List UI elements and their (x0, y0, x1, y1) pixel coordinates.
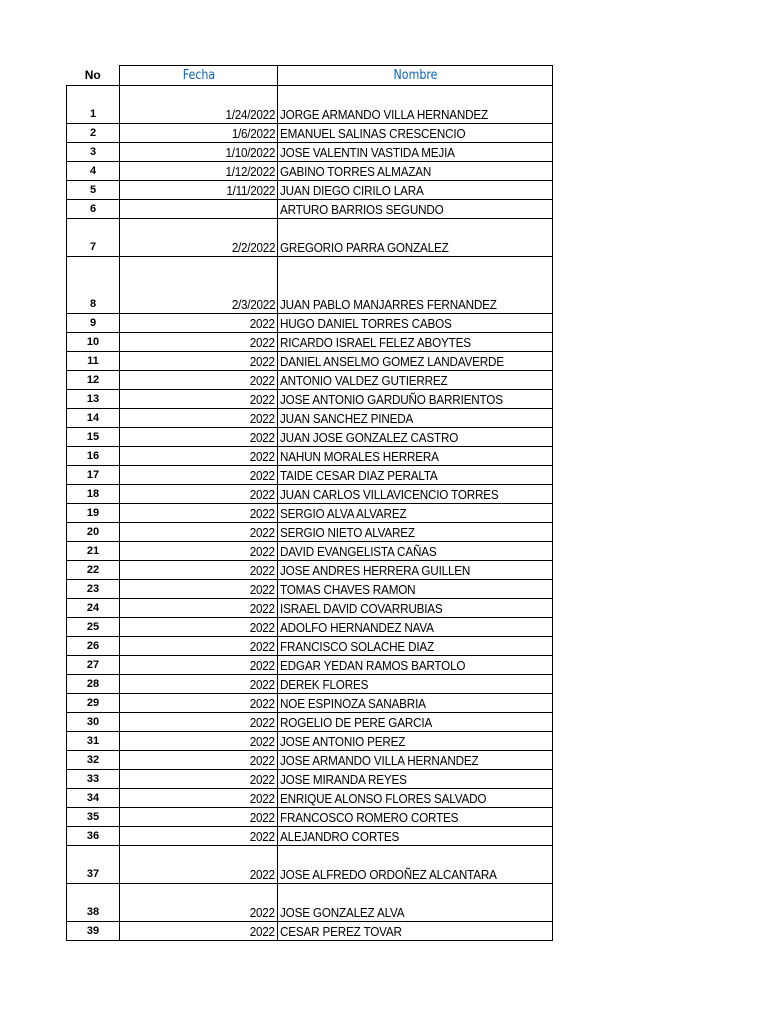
row-number-text: 5 (89, 184, 97, 196)
row-number-text: 22 (86, 564, 100, 576)
row-nombre (278, 219, 553, 257)
row-nombre (278, 789, 553, 808)
row-fecha (120, 181, 278, 200)
table-row (67, 542, 553, 561)
row-number-text: 30 (86, 716, 100, 728)
row-fecha (120, 162, 278, 181)
row-number (67, 922, 120, 941)
row-fecha (120, 466, 278, 485)
row-fecha (120, 371, 278, 390)
row-fecha (120, 485, 278, 504)
row-number-text: 20 (86, 526, 100, 538)
row-number-text: 16 (86, 450, 100, 462)
row-nombre (278, 428, 553, 447)
row-number-text: 32 (86, 754, 100, 766)
row-nombre-text: EMANUEL SALINAS CRESCENCIO (280, 126, 466, 141)
row-fecha (120, 751, 278, 770)
row-fecha-text: 2022 (250, 316, 275, 331)
table-row (67, 922, 553, 941)
row-number-text: 19 (86, 507, 100, 519)
row-nombre-text: JORGE ARMANDO VILLA HERNANDEZ (280, 107, 489, 122)
row-number (67, 162, 120, 181)
row-number (67, 390, 120, 409)
row-fecha (120, 200, 278, 219)
row-fecha (120, 827, 278, 846)
table-row (67, 523, 553, 542)
row-nombre (278, 181, 553, 200)
row-fecha (120, 124, 278, 143)
row-fecha-text: 2022 (250, 791, 275, 806)
table-row (67, 371, 553, 390)
row-fecha (120, 637, 278, 656)
table-row (67, 352, 553, 371)
row-fecha (120, 599, 278, 618)
row-nombre (278, 371, 553, 390)
row-fecha-text: 2022 (250, 449, 275, 464)
row-number-text: 14 (86, 412, 100, 424)
header-nombre: Nombre (298, 66, 532, 86)
table-row (67, 770, 553, 789)
row-nombre (278, 409, 553, 428)
row-number (67, 561, 120, 580)
table-row (67, 333, 553, 352)
row-nombre-text: NAHUN MORALES HERRERA (280, 449, 439, 464)
row-fecha-text: 2022 (250, 392, 275, 407)
row-number (67, 713, 120, 732)
row-fecha (120, 333, 278, 352)
row-nombre (278, 713, 553, 732)
row-fecha-text: 2022 (250, 487, 275, 502)
row-nombre (278, 314, 553, 333)
table-row (67, 143, 553, 162)
table-row (67, 694, 553, 713)
row-fecha-text: 1/24/2022 (225, 107, 275, 122)
row-number (67, 827, 120, 846)
row-nombre (278, 352, 553, 371)
row-number-text: 37 (86, 868, 100, 880)
row-nombre (278, 732, 553, 751)
table-row (67, 485, 553, 504)
row-nombre-text: JUAN DIEGO CIRILO LARA (280, 183, 424, 198)
row-fecha (120, 770, 278, 789)
row-fecha (120, 732, 278, 751)
row-number-text: 34 (86, 792, 100, 804)
table-row (67, 447, 553, 466)
row-number (67, 257, 120, 314)
row-fecha-text: 2022 (250, 544, 275, 559)
row-number-text: 31 (86, 735, 100, 747)
row-fecha (120, 618, 278, 637)
row-fecha-text: 2022 (250, 468, 275, 483)
row-number-text: 1 (89, 108, 97, 120)
row-number (67, 599, 120, 618)
row-number (67, 732, 120, 751)
row-fecha-text: 1/12/2022 (225, 164, 275, 179)
table-row (67, 504, 553, 523)
row-fecha (120, 219, 278, 257)
row-fecha (120, 922, 278, 941)
row-fecha (120, 447, 278, 466)
row-nombre-text: RICARDO ISRAEL FELEZ ABOYTES (280, 335, 471, 350)
data-table (66, 65, 553, 941)
row-nombre-text: ENRIQUE ALONSO FLORES SALVADO (280, 791, 487, 806)
row-fecha-text: 2022 (250, 354, 275, 369)
row-nombre (278, 485, 553, 504)
row-number (67, 200, 120, 219)
row-nombre-text: JOSE ANTONIO GARDUÑO BARRIENTOS (280, 392, 503, 407)
row-number (67, 884, 120, 922)
row-fecha-text: 2022 (250, 335, 275, 350)
table-row (67, 656, 553, 675)
row-number-text: 39 (86, 925, 100, 937)
table-row (67, 314, 553, 333)
row-fecha (120, 409, 278, 428)
table-row (67, 846, 553, 884)
header-no: No (67, 66, 120, 86)
row-fecha-text: 1/11/2022 (226, 183, 275, 198)
row-fecha-text: 2022 (250, 373, 275, 388)
table-row (67, 599, 553, 618)
row-number-text: 8 (89, 298, 97, 310)
row-nombre-text: FRANCOSCO ROMERO CORTES (280, 810, 459, 825)
row-nombre-text: TAIDE CESAR DIAZ PERALTA (280, 468, 438, 483)
row-fecha (120, 523, 278, 542)
table-row (67, 219, 553, 257)
row-nombre-text: GABINO TORRES ALMAZAN (280, 164, 432, 179)
row-fecha-text: 2022 (250, 620, 275, 635)
row-number-text: 33 (86, 773, 100, 785)
row-fecha-text: 2022 (250, 601, 275, 616)
row-fecha-text: 1/10/2022 (225, 145, 275, 160)
row-number-text: 4 (89, 165, 97, 177)
row-number-text: 11 (87, 355, 99, 367)
row-nombre (278, 694, 553, 713)
row-number (67, 770, 120, 789)
table-row (67, 124, 553, 143)
table-row (67, 675, 553, 694)
row-fecha (120, 580, 278, 599)
row-fecha-text: 2022 (250, 525, 275, 540)
header-fecha: Fecha (131, 66, 265, 86)
row-number-text: 21 (86, 545, 100, 557)
row-number-text: 29 (86, 697, 100, 709)
row-nombre (278, 637, 553, 656)
table-row (67, 86, 553, 124)
row-fecha-text: 2022 (250, 810, 275, 825)
row-number (67, 808, 120, 827)
row-nombre (278, 542, 553, 561)
table-row (67, 751, 553, 770)
row-fecha-text: 1/6/2022 (231, 126, 275, 141)
row-nombre (278, 770, 553, 789)
row-nombre (278, 504, 553, 523)
row-nombre-text: CESAR PEREZ TOVAR (280, 924, 402, 939)
row-nombre (278, 675, 553, 694)
row-nombre (278, 257, 553, 314)
table-row (67, 808, 553, 827)
row-fecha (120, 656, 278, 675)
table-row (67, 618, 553, 637)
row-fecha-text: 2/3/2022 (231, 297, 275, 312)
row-number-text: 25 (86, 621, 100, 633)
row-nombre-text: JOSE MIRANDA REYES (280, 772, 407, 787)
row-number (67, 675, 120, 694)
row-nombre-text: ALEJANDRO CORTES (280, 829, 400, 844)
row-nombre (278, 656, 553, 675)
row-number-text: 17 (86, 469, 100, 481)
row-nombre (278, 751, 553, 770)
table-row (67, 637, 553, 656)
row-fecha (120, 143, 278, 162)
row-nombre-text: ARTURO BARRIOS SEGUNDO (280, 202, 444, 217)
row-number-text: 36 (86, 830, 100, 842)
row-number-text: 38 (86, 906, 100, 918)
row-number (67, 694, 120, 713)
row-nombre-text: JOSE VALENTIN VASTIDA MEJIA (280, 145, 455, 160)
row-fecha (120, 694, 278, 713)
row-number (67, 637, 120, 656)
table-row (67, 390, 553, 409)
row-number (67, 314, 120, 333)
row-fecha-text: 2022 (250, 582, 275, 597)
row-nombre-text: SERGIO NIETO ALVAREZ (280, 525, 415, 540)
row-fecha (120, 713, 278, 732)
row-fecha-text: 2022 (250, 772, 275, 787)
row-nombre-text: ADOLFO HERNANDEZ NAVA (280, 620, 434, 635)
row-fecha-text: 2022 (250, 639, 275, 654)
row-number (67, 447, 120, 466)
row-nombre-text: ISRAEL DAVID COVARRUBIAS (280, 601, 443, 616)
row-nombre-text: GREGORIO PARRA GONZALEZ (280, 240, 449, 255)
row-nombre-text: SERGIO ALVA ALVAREZ (280, 506, 407, 521)
row-fecha (120, 314, 278, 333)
row-number-text: 18 (86, 488, 100, 500)
row-nombre (278, 124, 553, 143)
row-nombre (278, 86, 553, 124)
row-fecha (120, 542, 278, 561)
row-nombre (278, 599, 553, 618)
row-number (67, 181, 120, 200)
row-number (67, 352, 120, 371)
row-nombre-text: JUAN PABLO MANJARRES FERNANDEZ (280, 297, 497, 312)
table-row (67, 466, 553, 485)
row-number (67, 124, 120, 143)
row-number-text: 15 (86, 431, 100, 443)
row-number-text: 27 (86, 659, 100, 671)
row-nombre-text: JOSE ALFREDO ORDOÑEZ ALCANTARA (280, 867, 497, 882)
row-number (67, 143, 120, 162)
row-number-text: 26 (86, 640, 100, 652)
row-number-text: 6 (89, 203, 97, 215)
row-number-text: 7 (89, 241, 97, 253)
row-nombre-text: JOSE GONZALEZ ALVA (280, 905, 405, 920)
row-nombre-text: ANTONIO VALDEZ GUTIERREZ (280, 373, 448, 388)
row-nombre (278, 143, 553, 162)
row-number-text: 23 (86, 583, 100, 595)
row-number-text: 24 (86, 602, 100, 614)
row-fecha-text: 2022 (250, 905, 275, 920)
table-row (67, 561, 553, 580)
row-fecha-text: 2022 (250, 430, 275, 445)
header-row (67, 66, 553, 86)
table-row (67, 200, 553, 219)
row-nombre (278, 466, 553, 485)
table-row (67, 409, 553, 428)
table-row (67, 580, 553, 599)
row-number (67, 523, 120, 542)
row-number (67, 618, 120, 637)
row-fecha-text: 2022 (250, 924, 275, 939)
row-nombre (278, 390, 553, 409)
row-fecha (120, 561, 278, 580)
row-number (67, 371, 120, 390)
row-nombre (278, 447, 553, 466)
row-nombre-text: EDGAR YEDAN RAMOS BARTOLO (280, 658, 466, 673)
row-number (67, 846, 120, 884)
row-number (67, 485, 120, 504)
row-fecha (120, 808, 278, 827)
row-number (67, 504, 120, 523)
row-nombre (278, 846, 553, 884)
row-nombre-text: DAVID EVANGELISTA CAÑAS (280, 544, 437, 559)
row-fecha-text: 2022 (250, 563, 275, 578)
table-row (67, 162, 553, 181)
row-fecha (120, 390, 278, 409)
table-body (67, 86, 553, 941)
row-fecha-text: 2022 (250, 734, 275, 749)
row-nombre (278, 827, 553, 846)
row-number (67, 580, 120, 599)
row-fecha-text: 2022 (250, 715, 275, 730)
row-fecha-text: 2022 (250, 677, 275, 692)
row-nombre (278, 808, 553, 827)
row-number (67, 466, 120, 485)
row-nombre (278, 922, 553, 941)
row-fecha (120, 257, 278, 314)
table-row (67, 789, 553, 808)
row-nombre (278, 523, 553, 542)
row-nombre-text: JOSE ANDRES HERRERA GUILLEN (280, 563, 471, 578)
row-nombre-text: NOE ESPINOZA SANABRIA (280, 696, 426, 711)
table-row (67, 428, 553, 447)
row-nombre-text: ROGELIO DE PERE GARCIA (280, 715, 433, 730)
row-number-text: 10 (86, 336, 100, 348)
row-number-text: 12 (86, 374, 100, 386)
row-number (67, 219, 120, 257)
row-fecha (120, 352, 278, 371)
row-fecha (120, 846, 278, 884)
row-fecha (120, 428, 278, 447)
row-nombre-text: JUAN CARLOS VILLAVICENCIO TORRES (280, 487, 499, 502)
row-fecha-text: 2022 (250, 753, 275, 768)
row-nombre (278, 618, 553, 637)
row-fecha-text: 2/2/2022 (231, 240, 275, 255)
row-nombre (278, 580, 553, 599)
row-fecha (120, 86, 278, 124)
row-nombre-text: FRANCISCO SOLACHE DIAZ (280, 639, 435, 654)
row-number-text: 3 (89, 146, 97, 158)
row-number-text: 35 (86, 811, 100, 823)
row-nombre-text: DANIEL ANSELMO GOMEZ LANDAVERDE (280, 354, 504, 369)
row-fecha-text: 2022 (250, 411, 275, 426)
row-fecha (120, 884, 278, 922)
row-nombre-text: TOMAS CHAVES RAMON (280, 582, 416, 597)
row-fecha-text: 2022 (250, 829, 275, 844)
table-row (67, 181, 553, 200)
row-nombre (278, 200, 553, 219)
row-nombre-text: HUGO DANIEL TORRES CABOS (280, 316, 452, 331)
table-row (67, 732, 553, 751)
row-fecha (120, 504, 278, 523)
row-number (67, 789, 120, 808)
row-nombre (278, 561, 553, 580)
row-number (67, 542, 120, 561)
row-number-text: 13 (86, 393, 100, 405)
table-row (67, 884, 553, 922)
row-nombre (278, 884, 553, 922)
table-row (67, 257, 553, 314)
row-fecha-text: 2022 (250, 867, 275, 882)
row-number (67, 428, 120, 447)
row-fecha-text: 2022 (250, 696, 275, 711)
row-nombre (278, 333, 553, 352)
row-fecha-text: 2022 (250, 506, 275, 521)
row-number (67, 656, 120, 675)
row-nombre-text: DEREK FLORES (280, 677, 369, 692)
table-row (67, 827, 553, 846)
row-number (67, 333, 120, 352)
row-number-text: 9 (89, 317, 97, 329)
row-number-text: 28 (86, 678, 100, 690)
row-number (67, 751, 120, 770)
row-number (67, 86, 120, 124)
row-nombre-text: JOSE ANTONIO PEREZ (280, 734, 406, 749)
row-nombre (278, 162, 553, 181)
row-number (67, 409, 120, 428)
row-number-text: 2 (89, 127, 97, 139)
row-fecha-text: 2022 (250, 658, 275, 673)
row-fecha (120, 789, 278, 808)
row-nombre-text: JUAN SANCHEZ PINEDA (280, 411, 414, 426)
row-nombre-text: JOSE ARMANDO VILLA HERNANDEZ (280, 753, 479, 768)
row-nombre-text: JUAN JOSE GONZALEZ CASTRO (280, 430, 459, 445)
table-row (67, 713, 553, 732)
row-fecha (120, 675, 278, 694)
